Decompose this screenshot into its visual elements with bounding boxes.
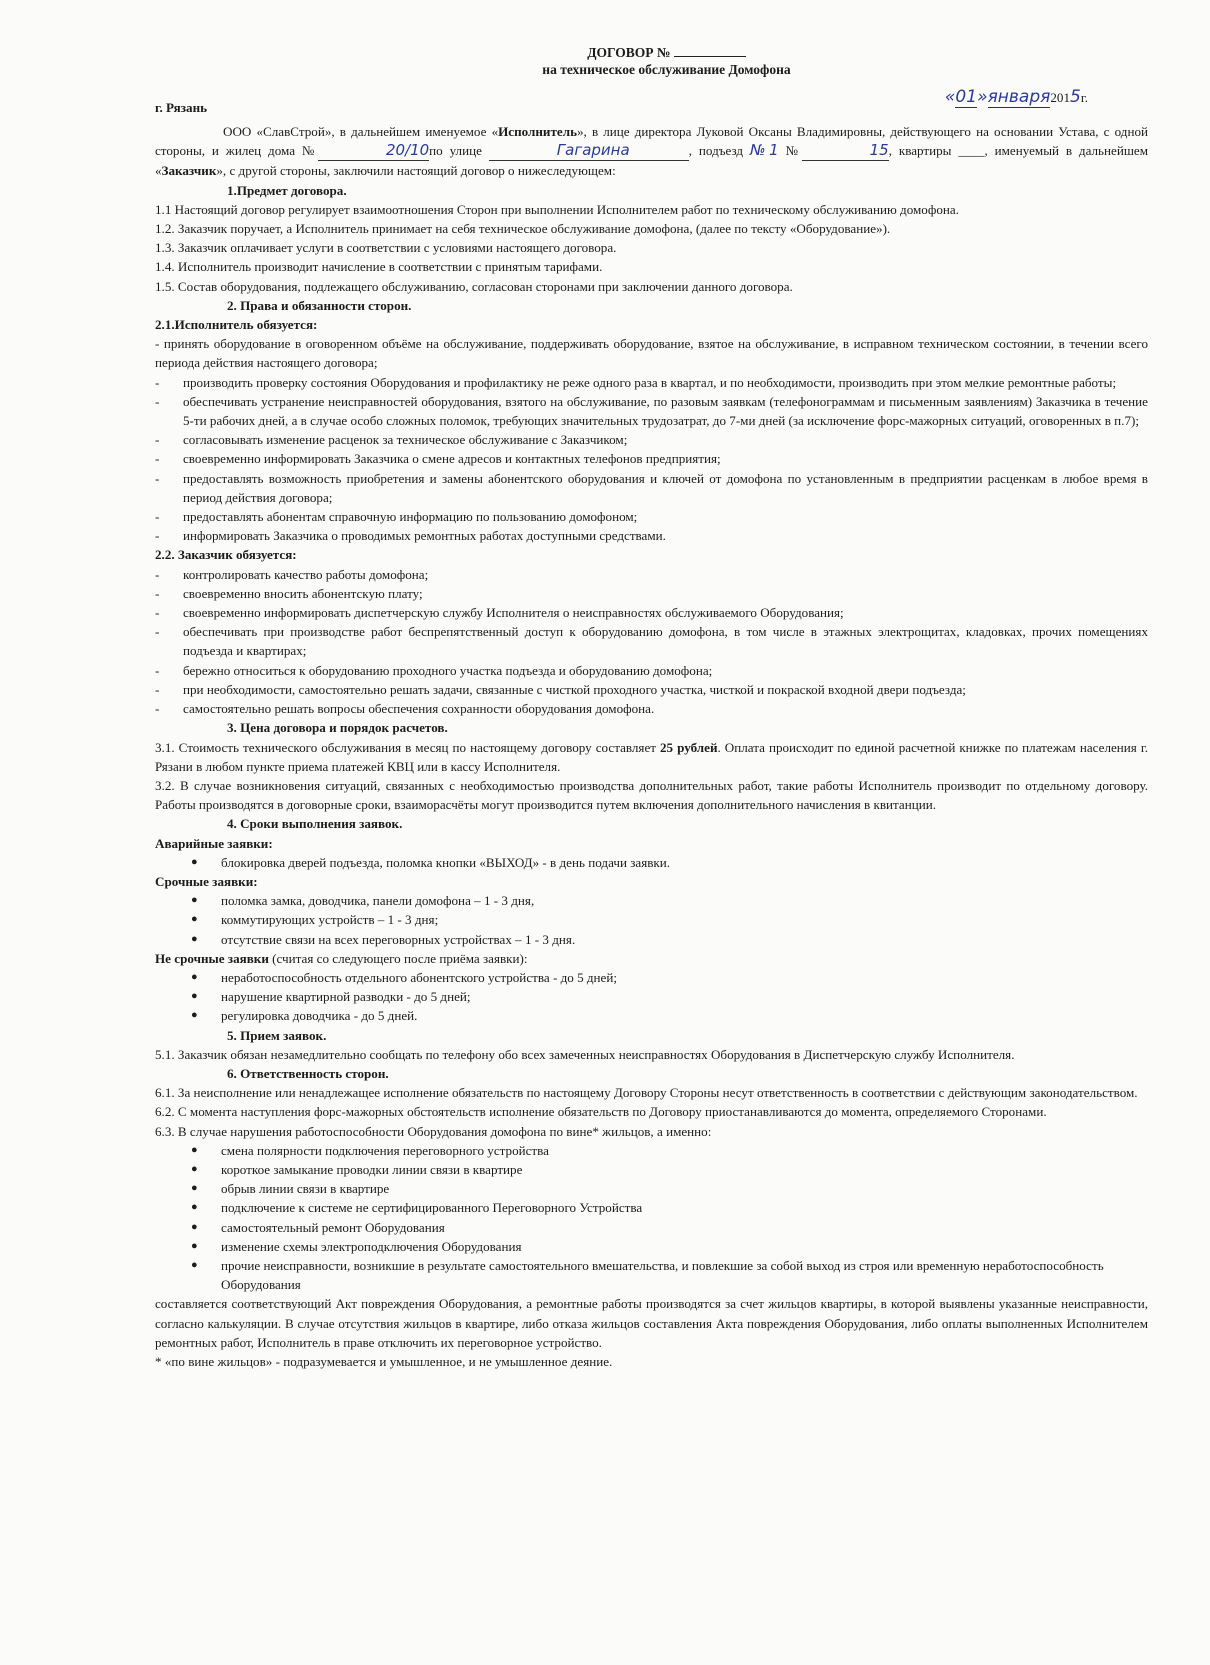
clause-1-4: 1.4. Исполнитель производит начисление в соответствии с принятым тарифами.: [155, 259, 603, 275]
list-item: ● отсутствие связи на всех переговорных устройствах – 1 - 3 дня.: [191, 931, 576, 947]
list-item: - своевременно информировать диспетчерскую службу Исполнителя о неисправностях обслуживаемого Оборудования;: [155, 605, 844, 621]
list-item: - согласовывать изменение расценок за техническое обслуживание с Заказчиком;: [155, 432, 628, 448]
section-5-title: 5. Прием заявок.: [227, 1027, 327, 1043]
section-3-title: 3. Цена договора и порядок расчетов.: [227, 720, 448, 736]
document-title: [155, 44, 1148, 61]
city-date-row: [155, 88, 1148, 116]
list-item: ● самостоятельный ремонт Оборудования: [191, 1219, 445, 1235]
list-item: ● прочие неисправности, возникшие в результате самостоятельного вмешательства, и повлекшие за собой выход из строя или временную неработоспособность Оборудования: [191, 1257, 1104, 1293]
list-item: - предоставлять абонентам справочную информацию по пользованию домофоном;: [155, 509, 638, 525]
list-item: - информировать Заказчика о проводимых ремонтных работах доступными средствами.: [155, 528, 666, 544]
house-number: 20/10: [318, 141, 429, 161]
list-item: - при необходимости, самостоятельно решать задачи, связанные с чисткой проходного участка, чисткой и покраской входной двери подъезда;: [155, 681, 966, 697]
intro-paragraph: ООО «СлавСтрой», в дальнейшем именуемое «Исполнитель», в лице директора Луковой Оксаны Владимировны, действующего на основании Устава, с одной стороны, и жилец дома № 20/10по улице Гагарина , подъезд №1 № 15, квартиры ____, именуемый в дальнейшем «Заказчик», с другой стороны, заключили настоящий договор о нижеследующем:: [155, 124, 1149, 179]
list-item: - самостоятельно решать вопросы обеспечения сохранности оборудования домофона.: [155, 701, 655, 717]
clause-3-2: 3.2. В случае возникновения ситуаций, связанных с необходимостью производства дополнительных работ, такие работы Исполнитель производит по отдельному договору. Работы производятся в договорные сроки, взаиморасчёты могут производится путем включения дополнительного начисления в квитанции.: [155, 777, 1148, 813]
date-day: 01: [955, 87, 978, 107]
section-4-title: 4. Сроки выполнения заявок.: [227, 816, 403, 832]
section-6-title: 6. Ответственность сторон.: [227, 1065, 389, 1081]
list-item: - своевременно информировать Заказчика о смене адресов и контактных телефонов предприятия;: [155, 451, 721, 467]
list-item: ● нарушение квартирной разводки - до 5 дней;: [191, 989, 471, 1005]
clause-1-2: 1.2. Заказчик поручает, а Исполнитель принимает на себя техническое обслуживание домофона, (далее по тексту «Оборудование»).: [155, 221, 891, 237]
document-subtitle: на техническое обслуживание Домофона: [542, 62, 791, 77]
subsection-2-2: 2.2. Заказчик обязуется:: [155, 547, 297, 563]
subsection-2-1: 2.1.Исполнитель обязуется:: [155, 317, 318, 333]
list-item: - бережно относиться к оборудованию проходного участка подъезда и оборудованию домофона;: [155, 662, 713, 678]
list-item: ● коммутирующих устройств – 1 - 3 дня;: [191, 912, 439, 928]
list-item: ● блокировка дверей подъезда, поломка кнопки «ВЫХОД» - в день подачи заявки.: [191, 854, 671, 870]
list-item: ● регулировка доводчика - до 5 дней.: [191, 1008, 418, 1024]
list-item: ● смена полярности подключения переговорного устройства: [191, 1142, 549, 1158]
contract-number-blank: [674, 56, 746, 57]
entrance-number: №1: [749, 141, 779, 160]
date-month: января: [987, 87, 1051, 107]
city: г. Рязань: [155, 100, 208, 115]
clause-6-3: 6.3. В случае нарушения работоспособности Оборудования домофона по вине* жильцов, а именно:: [155, 1123, 712, 1139]
clause-3-1: 3.1. Стоимость технического обслуживания в месяц по настоящему договору составляет 25 рублей. Оплата происходит по единой расчетной книжке по платежам населения г. Рязани в любом пункте приема платежей КВЦ или в кассу Исполнителя.: [155, 739, 1148, 774]
clause-1-5: 1.5. Состав оборудования, подлежащего обслуживанию, согласован сторонами при заключении данного договора.: [155, 278, 793, 294]
list-item: ● изменение схемы электроподключения Оборудования: [191, 1238, 522, 1254]
clause-6-2: 6.2. С момента наступления форс-мажорных обстоятельств исполнение обязательств по Договору приостанавливаются до момента, определяемого Сторонами.: [155, 1104, 1047, 1120]
list-item: - контролировать качество работы домофона;: [155, 566, 429, 582]
section-2-title: 2. Права и обязанности сторон.: [227, 297, 412, 313]
list-item: - обеспечивать устранение неисправностей оборудования, взятого на обслуживание, по разовым заявкам (телефонограммам и письменным заявлениям) Заказчика в течение 5-ти рабочих дней, а в случае особо сложных поломок, требующих значительных трудозатрат, до 7-ми дней (за исключение форс-мажорных ситуаций, оговоренных в п.7);: [155, 393, 1148, 429]
clause-6-1: 6.1. За неисполнение или ненадлежащее исполнение обязательств по настоящему Договору Стороны несут ответственность в соответствии с действующим законодательством.: [155, 1085, 1138, 1101]
list-item: - предоставлять возможность приобретения и замены абонентского оборудования и ключей от домофона по установленным в предприятии расценкам в любое время в период действия договора;: [155, 470, 1148, 505]
list-item: ● поломка замка, доводчика, панели домофона – 1 - 3 дня,: [191, 893, 535, 909]
title-text: ДОГОВОР №: [587, 45, 671, 60]
list-item: - своевременно вносить абонентскую плату;: [155, 585, 423, 601]
contract-date: «01»января2015г.: [944, 87, 1088, 107]
entrance-hand-number: 15: [802, 141, 889, 161]
price: 25 рублей: [660, 739, 718, 755]
section-1-title: 1.Предмет договора.: [227, 182, 347, 198]
street-name: Гагарина: [489, 141, 689, 161]
list-item: ● подключение к системе не сертифицированного Переговорного Устройства: [191, 1200, 643, 1216]
list-item: ● неработоспособность отдельного абонентского устройства - до 5 дней;: [191, 969, 618, 985]
list-item: ● короткое замыкание проводки линии связи в квартире: [191, 1161, 523, 1177]
footnote: * «по вине жильцов» - подразумевается и умышленное, и не умышленное деяние.: [155, 1354, 613, 1369]
list-item: - обеспечивать при производстве работ беспрепятственный доступ к оборудованию домофона, в том числе в этажных электрощитах, кладовках, прочих помещениях подъезда и квартирах;: [155, 624, 1148, 659]
clause-6-3-continued: составляется соответствующий Акт повреждения Оборудования, а ремонтные работы производятся за счет жильцов квартиры, в которой выявлены указанные неисправности, согласно калькуляции. В случае отсутствия жильцов в квартире, либо отказа жильцов составления Акта повреждения Оборудования, либо оплаты выполненных Исполнителем ремонтных работ, Исполнитель в праве отключить их переговорное устройство.: [155, 1296, 1148, 1350]
clause-2-1-first: - принять оборудование в оговоренном объёме на обслуживание, поддерживать оборудование, взятое на обслуживание, в исправном техническом состоянии, в течении всего периода действия настоящего договора;: [155, 336, 1148, 371]
urgent-heading: Срочные заявки:: [155, 873, 258, 889]
list-item: ● обрыв линии связи в квартире: [191, 1181, 390, 1197]
clause-1-3: 1.3. Заказчик оплачивает услуги в соответствии с условиями настоящего договора.: [155, 240, 617, 256]
list-item: - производить проверку состояния Оборудования и профилактику не реже одного раза в квартал, и по необходимости, производить при этом мелкие ремонтные работы;: [155, 374, 1117, 390]
date-year: 5: [1070, 87, 1081, 107]
non-urgent-heading: Не срочные заявки (считая со следующего после приёма заявки):: [155, 950, 528, 966]
clause-1-1: 1.1 Настоящий договор регулирует взаимоотношения Сторон при выполнении Исполнителем работ по техническому обслуживанию домофона.: [155, 201, 959, 217]
clause-5-1: 5.1. Заказчик обязан незамедлительно сообщать по телефону обо всех замеченных неисправностях Оборудования в Диспетчерскую службу Исполнителя.: [155, 1046, 1015, 1062]
emergency-heading: Аварийные заявки:: [155, 835, 273, 851]
